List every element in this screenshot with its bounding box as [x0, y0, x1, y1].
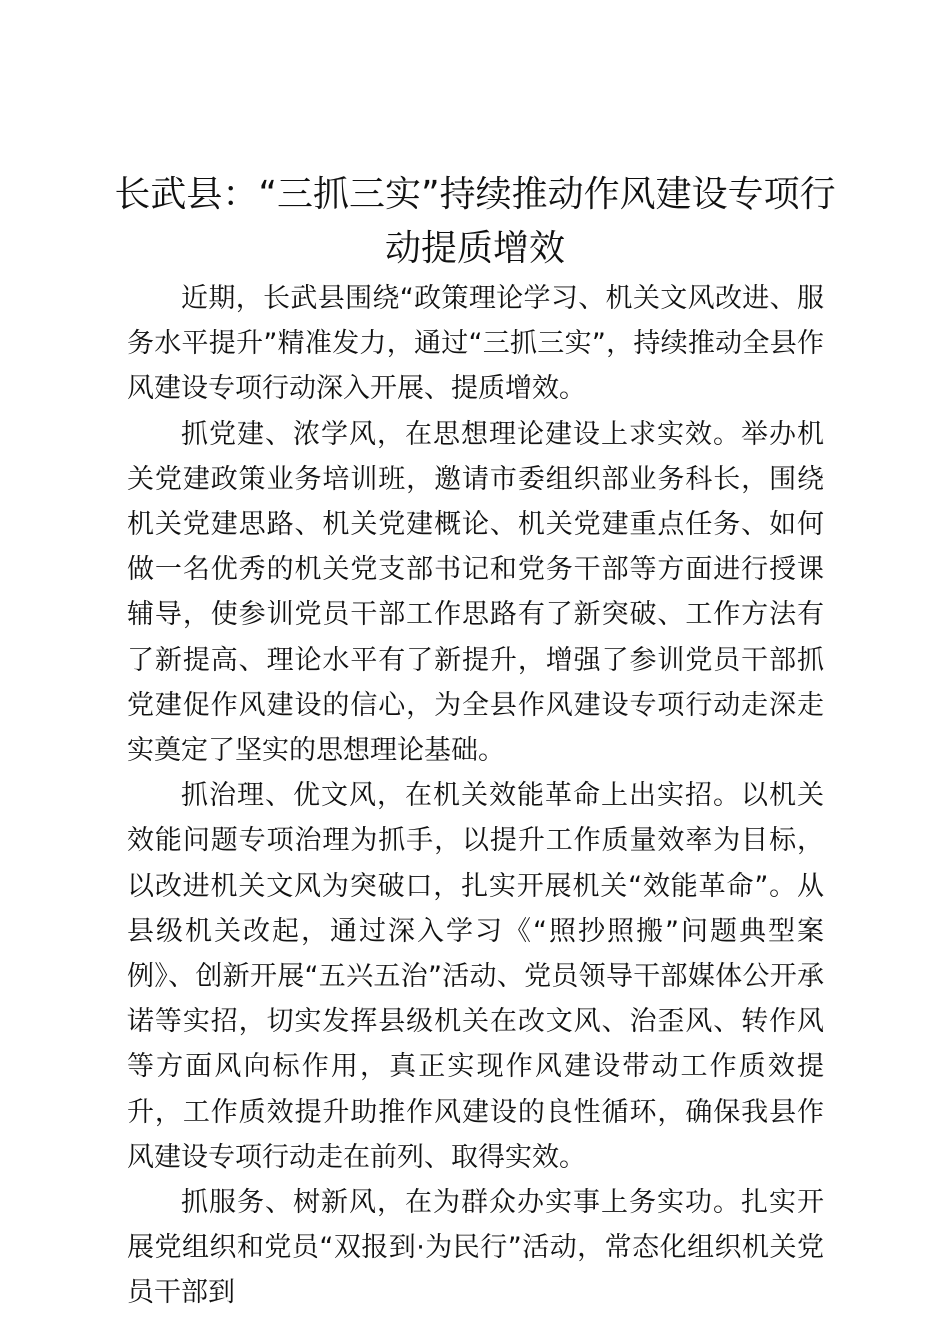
paragraph-party-building: 抓党建、浓学风，在思想理论建设上求实效。举办机关党建政策业务培训班，邀请市委组织部业务科长，围绕机关党建思路、机关党建概论、机关党建重点任务、如何做一名优秀的机关党支部书记和党务干部等方面进行授课辅导，使参训党员干部工作思路有了新突破、工作方法有了新提高、理论水平有了新提升，增强了参训党员干部抓党建促作风建设的信心，为全县作风建设专项行动走深走实奠定了坚实的思想理论基础。 — [127, 418, 824, 767]
document-body — [127, 276, 824, 1316]
paragraph-intro: 近期，长武县围绕“政策理论学习、机关文风改进、服务水平提升”精准发力，通过“三抓三实”，持续推动全县作风建设专项行动深入开展、提质增效。 — [127, 283, 824, 405]
paragraph-governance: 抓治理、优文风，在机关效能革命上出实招。以机关效能问题专项治理为抓手，以提升工作质量效率为目标，以改进机关文风为突破口，扎实开展机关“效能革命”。从县级机关改起，通过深入学习《“照抄照搬”问题典型案例》、创新开展“五兴五治”活动、党员领导干部媒体公开承诺等实招，切实发挥县级机关在改文风、治歪风、转作风等方面风向标作用，真正实现作风建设带动工作质效提升，工作质效提升助推作风建设的良性循环，确保我县作风建设专项行动走在前列、取得实效。 — [127, 780, 824, 1173]
paragraph-service: 抓服务、树新风，在为群众办实事上务实功。扎实开展党组织和党员“双报到·为民行”活动，常态化组织机关党员干部到 — [127, 1187, 824, 1309]
document-title: 长武县：“三抓三实”持续推动作风建设专项行动提质增效 — [114, 174, 836, 269]
